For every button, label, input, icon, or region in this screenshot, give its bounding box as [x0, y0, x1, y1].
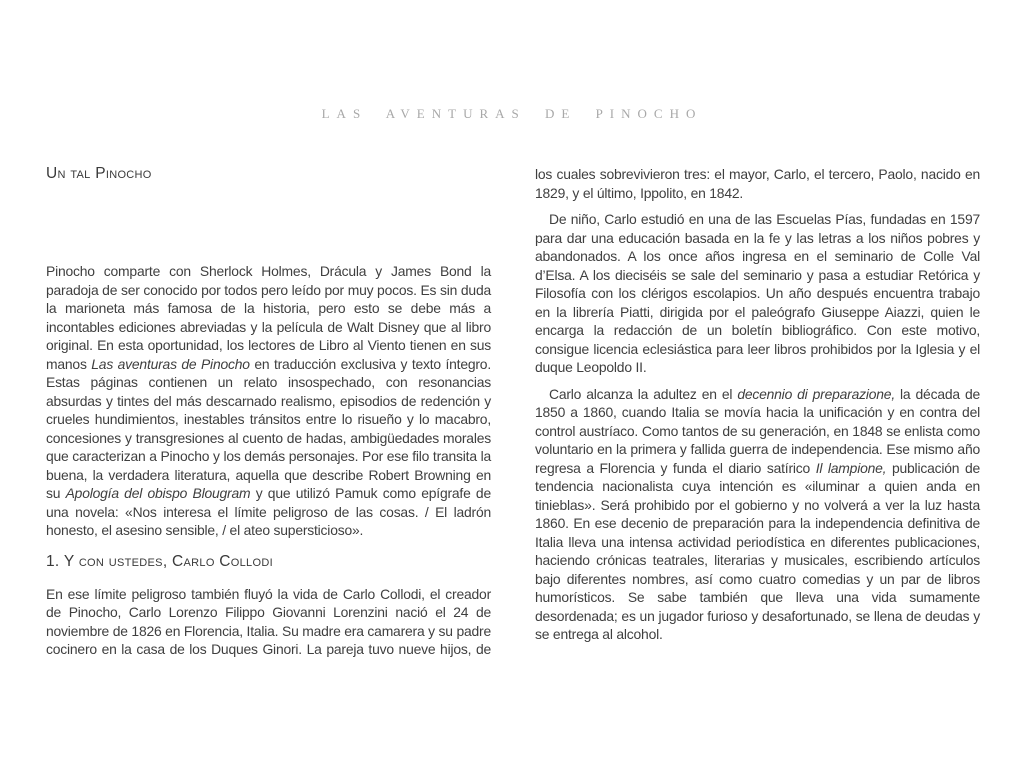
text-columns [46, 0, 980, 659]
left-column [46, 0, 491, 659]
section-heading: Un tal Pinocho [46, 165, 152, 182]
continuation-paragraph: los cuales sobrevivieron tres: el mayor, Carlo, el tercero, Paolo, nacido en 1829, y el último, Ippolito, en 1842. [535, 166, 980, 201]
education-paragraph: De niño, Carlo estudió en una de las Escuelas Pías, fundadas en 1597 para dar una educación basada en la fe y las letras a los niños pobres y abandonados. A los once años ingresa en el seminario de Colle Val d’Elsa. A los dieciséis se sale del seminario y pasa a estudiar Retórica y Filosofía con los clérigos escolapios. Un año después encuentra trabajo en la librería Piatti, dirigida por el paleógrafo Giuseppe Aiazzi, quien le encarga la redacción de un boletín bibliográfico. Con este motivo, consigue licencia eclesiástica para leer libros prohibidos por la Iglesia y el duque Leopoldo II. [535, 211, 980, 375]
adulthood-paragraph: Carlo alcanza la adultez en el decennio di preparazione, la década de 1850 a 1860, cuando Italia se movía hacia la unificación y en contra del control austríaco. Como tantos de su generación, en 1848 se enlista como voluntario en la primera y fallida guerra de independencia. Ese mismo año regresa a Florencia y funda el diario satírico Il lampione, publicación de tendencia nacionalista cuya intención es «iluminar a quien anda en tinieblas». Será prohibido por el gobierno y no volverá a ver la luz hasta 1860. En ese decenio de preparación para la independencia definitiva de Italia lleva una intensa actividad periodística en diferentes publicaciones, haciendo crónicas teatrales, literarias y musicales, escribiendo artículos bajo diferentes nombres, así como cuatro comedias y un par de libros humorísticos. Se sabe también que lleva una vida sumamente desordenada; es un jugador furioso y desafortunado, se llena de deudas y se entrega al alcohol. [535, 385, 981, 642]
right-column [535, 0, 980, 659]
subsection-heading: 1. Y con ustedes, Carlo Collodi [46, 552, 273, 570]
intro-paragraph: Pinocho comparte con Sherlock Holmes, Drácula y James Bond la paradoja de ser conocido por todos pero leído por muy pocos. Es sin duda la marioneta más famosa de la historia, pero esto se debe más a incontables ediciones abreviadas y la película de Walt Disney que al libro original. En esta oportunidad, los lectores de Libro al Viento tienen en sus manos Las aventuras de Pinocho en traducción exclusiva y texto íntegro. Estas páginas contienen un relato insospechado, con resonancias absurdas y tintes del más descarnado realismo, episodios de redención y crueles hundimientos, inestables tránsitos entre lo risueño y lo macabro, concesiones y transgresiones al cuento de hadas, ambigüedades morales que caracterizan a Pinocho y los demás personajes. Por ese filo transita la buena, la verdadera literatura, aquella que describe Robert Browning en su Apología del obispo Blougram y que utilizó Pamuk como epígrafe de una novela: «Nos interesa el límite peligroso de las cosas. / El ladrón honesto, el asesino sensible, / el ateo supersticioso». [46, 263, 491, 538]
collodi-paragraph: En ese límite peligroso también fluyó la vida de Carlo Collodi, el creador de Pinocho, Carlo Lorenzo Filippo Giovanni Lorenzini nació el 24 de noviembre de 1826 en Florencia, Italia. Su madre era camarera y su padre cocinero en la casa de los Duques Ginori. La pareja tuvo nueve hijos, de [46, 585, 492, 657]
running-header: LAS AVENTURAS DE PINOCHO [321, 106, 703, 121]
